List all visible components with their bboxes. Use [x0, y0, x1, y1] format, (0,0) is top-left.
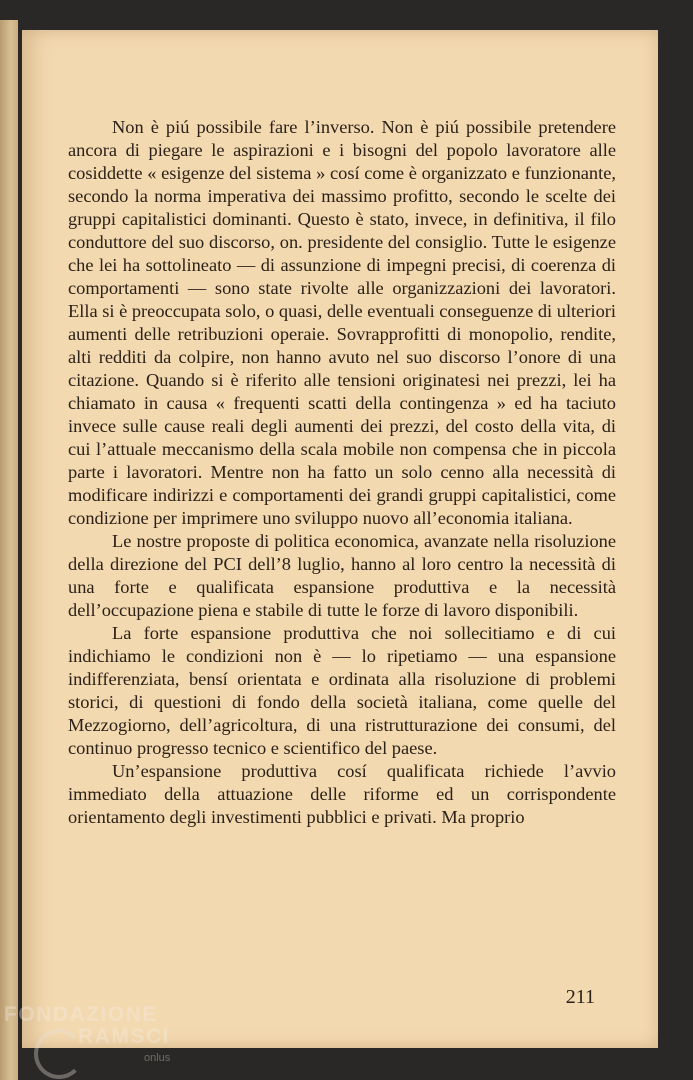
body-text [68, 116, 616, 829]
page-number: 211 [565, 986, 595, 1008]
foundation-logo-icon [34, 1029, 84, 1079]
book-page [22, 30, 658, 1048]
watermark-logo [4, 1003, 244, 1073]
watermark-name-line1: FONDAZIONE [4, 1003, 158, 1026]
paragraph: La forte espansione produttiva che noi sollecitiamo e di cui indichiamo le condizioni non è — lo ripetiamo — una espansione indifferenziata, bensí orientata e ordinata alla risoluzione di problemi storici, di questioni di fondo della società italiana, come quelle del Mezzogiorno, dell’agricoltura, di una ristrutturazione dei consumi, del continuo progresso tecnico e scientifico del paese. [68, 623, 616, 758]
paragraph: Le nostre proposte di politica economica, avanzate nella risoluzione della direzione del PCI dell’8 luglio, hanno al loro centro la necessità di una forte e qualificata espansione produttiva e la necessità dell’occupazione piena e stabile di tutte le forze di lavoro disponibili. [68, 531, 616, 620]
watermark-name-line2: RAMSCI [78, 1025, 170, 1048]
paragraph: Un’espansione produttiva cosí qualificata richiede l’avvio immediato della attuazione delle riforme ed un corrispondente orientamento degli investimenti pubblici e privati. Ma proprio [68, 761, 616, 827]
book-spine-edge [0, 20, 18, 1080]
watermark-suffix: onlus [144, 1052, 171, 1064]
paragraph: Non è piú possibile fare l’inverso. Non è piú possibile pretendere ancora di piegare le aspirazioni e i bisogni del popolo lavoratore alle cosiddette « esigenze del sistema » cosí come è organizzato e funzionante, secondo la norma imperativa dei massimo profitto, secondo le scelte dei gruppi capitalistici dominanti. Questo è stato, invece, in definitiva, il filo conduttore del suo discorso, on. presidente del consiglio. Tutte le esigenze che lei ha sottolineato — di assunzione di impegni precisi, di coerenza di comportamenti — sono state rivolte alle organizzazioni dei lavoratori. Ella si è preoccupata solo, o quasi, delle eventuali conseguenze di ulteriori aumenti delle retribuzioni operaie. Sovrapprofitti di monopolio, rendite, alti redditi da colpire, non hanno avuto nel suo discorso l’onore di una citazione. Quando si è riferito alle tensioni originatesi nei prezzi, lei ha chiamato in causa « frequenti scatti della contingenza » ed ha taciuto invece sulle cause reali degli aumenti dei prezzi, del costo della vita, di cui l’attuale meccanismo della scala mobile non compensa che in piccola parte i lavoratori. Mentre non ha fatto un solo cenno alla necessità di modificare indirizzi e comportamenti dei grandi gruppi capitalistici, come condizione per imprimere uno sviluppo nuovo all’economia italiana. [68, 117, 616, 528]
